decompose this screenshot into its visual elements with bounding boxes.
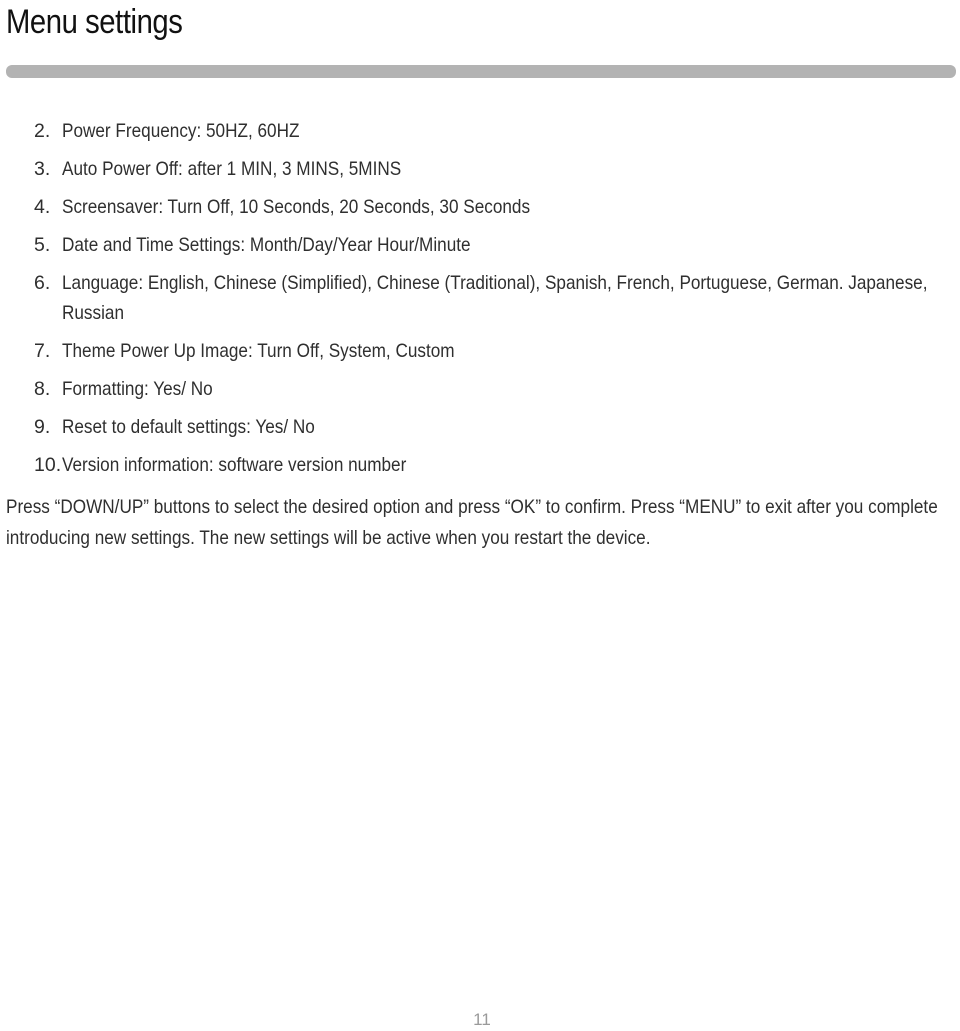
list-item-number: 10. — [34, 454, 62, 476]
page-number: 11 — [473, 1010, 491, 1029]
list-item-number: 9. — [34, 416, 51, 438]
list-item-text: Formatting: Yes/ No — [62, 378, 213, 400]
list-item-number: 2. — [34, 120, 51, 142]
list-item — [34, 412, 954, 442]
list-item-number: 3. — [34, 158, 51, 180]
list-item-text: Language: English, Chinese (Simplified), Chinese (Traditional), Spanish, French, Portuguese, German. Japanese, Russian — [62, 272, 928, 324]
list-item — [34, 154, 954, 184]
settings-list — [34, 116, 954, 488]
list-item-text: Theme Power Up Image: Turn Off, System, Custom — [62, 340, 455, 362]
list-item-text: Date and Time Settings: Month/Day/Year Hour/Minute — [62, 234, 471, 256]
list-item-number: 7. — [34, 340, 51, 362]
list-item — [34, 230, 954, 260]
title-divider — [6, 65, 956, 78]
list-item — [34, 450, 954, 480]
list-item — [34, 268, 954, 328]
page-title: Menu settings — [6, 3, 183, 41]
list-item-number: 4. — [34, 196, 51, 218]
list-item — [34, 192, 954, 222]
list-item-number: 6. — [34, 272, 51, 294]
list-item-text: Reset to default settings: Yes/ No — [62, 416, 315, 438]
list-item-text: Auto Power Off: after 1 MIN, 3 MINS, 5MINS — [62, 158, 402, 180]
list-item-number: 5. — [34, 234, 51, 256]
list-item-text: Version information: software version number — [62, 454, 407, 476]
list-item — [34, 374, 954, 404]
list-item-text: Screensaver: Turn Off, 10 Seconds, 20 Seconds, 30 Seconds — [62, 196, 531, 218]
list-item — [34, 336, 954, 366]
list-item-text: Power Frequency: 50HZ, 60HZ — [62, 120, 300, 142]
list-item-number: 8. — [34, 378, 51, 400]
instructions-paragraph: Press “DOWN/UP” buttons to select the desired option and press “OK” to confirm. Press “MENU” to exit after you complete introducing new settings. The new settings will be active when you restart the device. — [6, 496, 938, 549]
list-item — [34, 116, 954, 146]
